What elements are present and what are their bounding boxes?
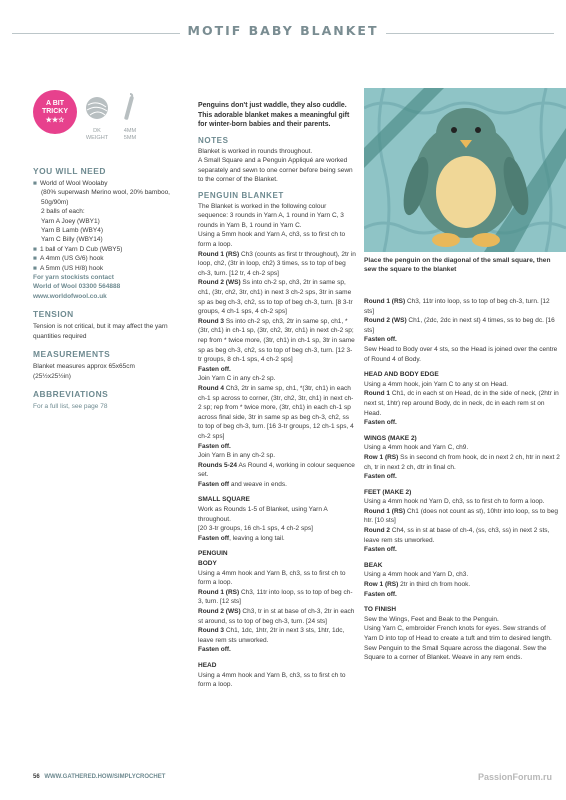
fasten-off-head [364,335,560,345]
round-label: Round 2 (WS) [364,317,407,325]
fasten-off-feet [364,545,560,555]
crochet-hook-icon [121,92,137,122]
round-label: Round 1 [364,390,390,398]
yarn-weight-line1: DK [93,128,101,134]
pattern-column-1 [198,101,356,690]
fasten-off-label: Fasten off. [364,336,397,344]
intro-lead: Penguins don't just waddle, they also cuddle. This adorable blanket makes a meaningful gift for winter-born babies and their parents. [198,102,350,129]
blanket-round-2 [198,278,356,316]
blanket-rounds-5-24 [198,461,356,480]
notes-line1: Blanket is worked in rounds throughout. [198,147,313,155]
head-start: Using a 4mm hook and Yarn B, ch3, ss to first ch to form a loop. [198,671,346,689]
penguin-illustration [364,88,566,252]
hook-b: A 5mm (US H/8) hook [39,264,104,272]
abbreviations-link[interactable]: For a full list, see page 78 [33,402,108,410]
difficulty-line2: TRICKY [41,108,69,115]
blanket-start: Using a 5mm hook and Yarn A, ch3, ss to first ch to form a loop. [198,231,346,249]
round-label: Round 4 [198,384,224,392]
row-label: Row 1 (RS) [364,453,399,461]
abbreviations-heading: ABBREVIATIONS [33,388,109,399]
head-heading: HEAD [198,661,217,669]
notes-line2: A Small Square and a Penguin Appliqué are worked separately and sewn to one corner before being sewn to the corner of the Blanket. [198,157,353,184]
body-round-3 [198,626,356,645]
fasten-off-1 [198,365,356,375]
small-square-heading: SMALL SQUARE [198,496,250,504]
fasten-off-2 [198,442,356,452]
round-text: Ch3, 2tr in same sp, ch1, *(3tr, ch1) in each ch-1 sp across to corner, (3tr, ch2, 3tr, ch1) in next ch-2 sp; rep from * twice more, (3tr, ch1) in each ch-1 sp across final side, 3tr in same sp as beg ch-3, ch2, ss to top of beg ch-3, turn. [16 3-tr groups, 12 ch-1 sps, 4 ch-2 sps] [198,384,354,440]
stockists-link[interactable]: www.worldofwool.co.uk [33,292,107,300]
body-start: Using a 4mm hook and Yarn B, ch3, ss to first ch to form a loop. [198,569,346,587]
wings-start: Using a 4mm hook and Yarn C, ch9. [364,444,469,452]
measurements-line1: Blanket measures approx 65x65cm [33,363,135,371]
materials-hook-a [33,254,173,263]
tension-text: Tension is not critical, but it may affect the yarn quantities required [33,323,168,340]
sew-head: Sew Head to Body over 4 sts, so the Head is joined over the centre of Round 4 of Body. [364,345,558,363]
materials-yarn-d [33,245,173,254]
round-label: Round 1 (RS) [198,588,240,596]
two-balls: 2 balls of each: [41,208,85,216]
round-text: Ch1, dc in each st on Head, dc in the side of neck, (2htr in next st, 1htr) rep around Body, dc in neck, dc in each rem st on Head. [364,390,559,417]
difficulty-line1: A BIT [45,100,65,107]
join-yarn-c: Join Yarn C in any ch-2 sp. [198,375,276,383]
fasten-off-label: Fasten off [198,534,230,542]
fasten-off-label: Fasten off. [364,590,397,598]
yarn-b: Yarn B Lamb (WBY4) [41,227,104,235]
penguin-photo [364,88,566,252]
fasten-off-label: Fasten off. [364,473,397,481]
fasten-off-label: Fasten off. [198,646,231,654]
page-title: MOTIF BABY BLANKET [180,23,387,38]
page-title-wrap [0,22,566,40]
yarn-weight-label [80,128,114,142]
yarn-brand: World of Wool Woolaby [39,180,108,187]
hook-size-line1: 4MM [123,128,137,134]
watermark: PassionForum.ru [477,772,552,782]
stockists-line1: For yarn stockists contact [33,274,114,282]
photo-caption: Place the penguin on the diagonal of the small square, then sew the square to the blanket [364,257,551,274]
round-text: Ss into ch-2 sp, ch3, 2tr in same sp, ch1, (3tr, ch2, 3tr, ch1) in next 3 ch-2 sps, 3tr in same sp as beg ch-3, ch2, ss to top of beg ch-3, turn. [8 3-tr groups, 4 ch-1 sps, 4 ch-2 sps] [198,279,353,316]
yarn-weight-line2: WEIGHT [85,135,109,141]
yarn-a: Yarn A Joey (WBY1) [41,217,100,225]
round-label: Rounds 5-24 [198,461,238,469]
round-text: Ch3, tr in st at base of ch-3, 2tr in each st around, ss to top of beg ch-3, turn. [24 sts] [198,608,355,625]
small-square-fasten-text: , leaving a long tail. [229,534,285,542]
measurements-heading: MEASUREMENTS [33,349,111,360]
finish-line3: Sew Penguin to the Small Square across the diagonal. Sew the Square to a corner of Blanket. Weave in any rem ends. [364,644,547,662]
feet-start: Using a 4mm hook nd Yarn D, ch3, ss to first ch to form a loop. [364,498,545,506]
yarn-c: Yarn C Billy (WBY14) [41,236,103,244]
fasten-off-label: Fasten off. [364,419,397,427]
round-text: Ch3, 11tr into loop, ss to top of beg ch-3, turn. [12 sts] [198,588,353,606]
blanket-intro: The Blanket is worked in the following colour sequence: 3 rounds in Yarn A, 1 round in Yarn C, 3 rounds in Yarn B, 1 round in Yarn C. [198,202,344,229]
sidebar-column [33,90,173,411]
notes-heading: NOTES [198,136,229,146]
round-text: Ch3, 11tr into loop, ss to top of beg ch-3, turn. [12 sts] [364,298,550,315]
round-label: Round 1 (RS) [364,298,406,305]
body-round-2 [198,607,356,626]
wings-heading: WINGS (MAKE 2) [364,434,417,442]
finish-line2: Using Yarn C, embroider French knots for eyes. Sew strands of Yarn D into top of Head to create a tuft and trim to desired length. [364,625,552,642]
blanket-round-3 [198,317,356,365]
round-label: Round 1 (RS) [198,250,240,258]
round-label: Round 1 (RS) [364,507,406,515]
to-finish-heading: TO FINISH [364,606,397,614]
fasten-off-wings [364,472,560,482]
join-yarn-b: Join Yarn B in any ch-2 sp. [198,452,276,460]
small-square-fasten [198,534,356,544]
round-text: Ch1, 1dc, 1htr, 2tr in next 3 sts, 1htr, 1dc, leave rem sts unworked. [198,627,345,644]
round-text: As Round 4, working in colour sequence set. [198,461,355,479]
hook-size-label [113,128,147,142]
footer-url[interactable]: WWW.GATHERED.HOW/SIMPLYCROCHET [44,774,166,780]
feet-round-1 [364,507,560,526]
head-round-2 [364,316,560,335]
fasten-off-weave [198,480,356,490]
materials-yarn-brand [33,179,173,188]
difficulty-stars: ★★☆ [45,117,65,124]
fasten-off-label: Fasten off [198,480,230,488]
bullet-icon: ■ [33,180,37,187]
page-number: 56 [33,774,40,780]
difficulty-badge [33,90,77,134]
you-will-need-heading: YOU WILL NEED [33,166,106,176]
row-text: 2tr in third ch from hook. [400,581,471,589]
fasten-off-weave-text: and weave in ends. [230,480,287,488]
badge-row [33,90,173,166]
measurements-line2: (25½x25½in) [33,372,71,380]
head-body-edge-heading: HEAD AND BODY EDGE [364,371,439,379]
stockists-line2: World of Wool 03300 564888 [33,283,121,291]
fasten-off-beak [364,590,560,600]
round-text: Ch4, ss in st at base of ch-4, (ss, ch3, ss) in next 2 sts, leave rem sts unworked. [364,527,550,544]
hook-a: A 4mm (US G/6) hook [39,255,104,263]
round-label: Round 3 [198,627,224,635]
pattern-column-2 [364,297,560,663]
penguin-heading: PENGUIN [198,550,228,558]
materials-hook-b [33,264,173,273]
tension-heading: TENSION [33,309,74,320]
bullet-icon: ■ [33,264,37,272]
bullet-icon: ■ [33,255,37,263]
head-round-1 [364,297,560,316]
materials-list [33,179,173,301]
round-text: Ss into ch-2 sp, ch3, 2tr in same sp, ch1, *(3tr, ch1) in ch-1 sp, (3tr, ch2, 3tr, ch1) in next ch-2 sp; rep from * twice more, (3tr, ch1) in ch-1 sp, 3tr in same sp as beg ch-3, ch2, ss to top of beg ch-3, turn. [12 3-tr groups, 8 ch-1 sps, 4 ch-2 sps] [198,317,355,364]
round-text: Ch1, (2dc, 2dc in next st) 4 times, ss to beg dc. [16 sts] [364,317,555,334]
round-label: Round 2 [364,527,390,535]
beak-start: Using a 4mm hook and Yarn D, ch3. [364,571,469,579]
feet-round-2 [364,526,560,545]
feet-heading: FEET (MAKE 2) [364,488,412,496]
yarn-ball-icon [85,96,109,120]
fasten-off-edge [364,418,560,428]
yarn-d: 1 ball of Yarn D Cub (WBY5) [39,245,123,253]
blanket-round-1 [198,250,356,279]
fasten-off-label: Fasten off. [364,546,397,554]
head-body-edge-start: Using a 4mm hook, join Yarn C to any st on Head. [364,380,508,388]
small-square-text: Work as Rounds 1-5 of Blanket, using Yarn A throughout. [198,506,328,523]
fasten-off-label: Fasten off. [198,365,231,373]
round-text: Ch1 (does not count as st), 10htr into loop, ss to beg htr. [10 sts] [364,507,559,525]
body-round-1 [198,588,356,607]
yarn-spec: (80% superwash Merino wool, 20% bamboo, 50g/90m) [41,189,170,206]
round-label: Round 2 (WS) [198,279,241,287]
fasten-off-label: Fasten off. [198,442,231,450]
head-body-edge-round-1 [364,389,560,418]
bullet-icon: ■ [33,245,37,253]
beak-heading: BEAK [364,561,383,569]
round-label: Round 3 [198,317,224,325]
finish-line1: Sew the Wings, Feet and Beak to the Penguin. [364,615,499,623]
hook-size-line2: 5MM [123,135,137,141]
body-heading: BODY [198,560,217,568]
page-footer [33,774,165,780]
row-text: Ss in second ch from hook, dc in next 2 ch, htr in next 2 ch, tr in next 2 ch, dtr in final ch. [364,453,560,471]
row-label: Row 1 (RS) [364,581,399,589]
small-square-count: [20 3-tr groups, 16 ch-1 sps, 4 ch-2 sps] [198,525,313,533]
blanket-round-4 [198,384,356,442]
penguin-blanket-heading: PENGUIN BLANKET [198,191,284,201]
fasten-off-body [198,645,356,655]
beak-row-1 [364,580,560,590]
round-label: Round 2 (WS) [198,608,241,616]
wings-row-1 [364,453,560,472]
round-text: Ch3 (counts as first tr throughout), 2tr in loop, ch2, (3tr in loop, ch2) 3 times, ss to top of beg ch-3, turn. [12 tr, 4 ch-2 sps] [198,250,356,277]
